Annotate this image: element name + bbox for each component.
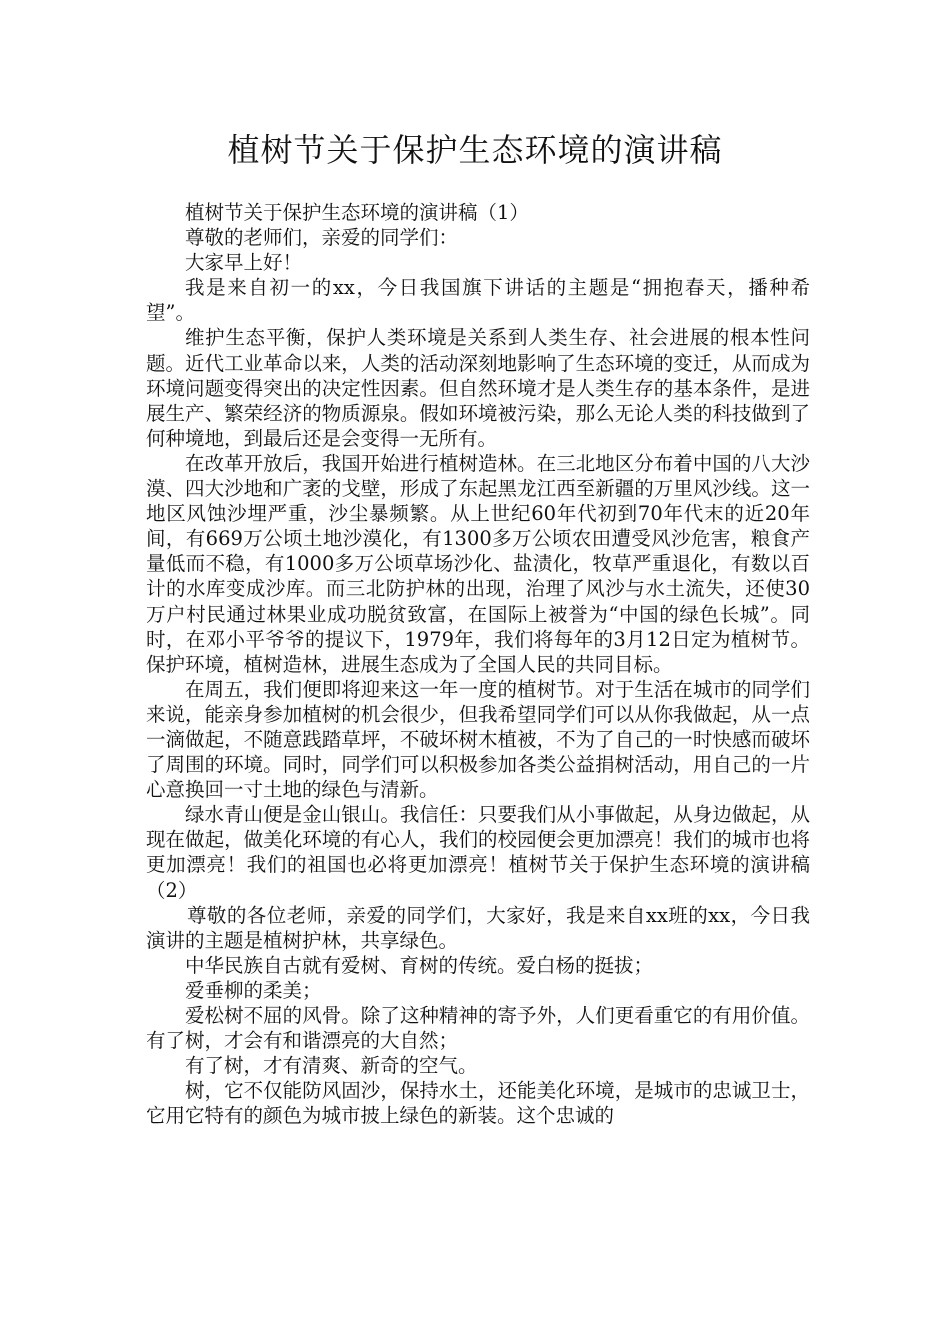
paragraph: 尊敬的老师们，亲爱的同学们： bbox=[185, 226, 459, 250]
document-title: 植树节关于保护生态环境的演讲稿 bbox=[227, 131, 723, 169]
paragraph: 大家早上好！ bbox=[185, 251, 303, 275]
paragraph: 爱松树不屈的风骨。除了这种精神的寄予外，人们更看重它的有用价值。有了树，才会有和谐漂亮的大自然； bbox=[146, 1004, 810, 1053]
paragraph: 尊敬的各位老师，亲爱的同学们，大家好，我是来自xx班的xx，今日我演讲的主题是植树护林，共享绿色。 bbox=[146, 903, 810, 952]
document-body bbox=[146, 200, 810, 1128]
paragraph: 在改革开放后，我国开始进行植树造林。在三北地区分布着中国的八大沙漠、四大沙地和广袤的戈壁，形成了东起黑龙江西至新疆的万里风沙线。这一地区风蚀沙埋严重，沙尘暴频繁。从上世纪60年代初到70年代末的近20年间，有669万公顷土地沙漠化，有1300多万公顷农田遭受风沙危害，粮食产量低而不稳，有1000多万公顷草场沙化、盐渍化，牧草严重退化，有数以百计的水库变成沙库。而三北防护林的出现，治理了风沙与水土流失，还使30万户村民通过林果业成功脱贫致富，在国际上被誉为“中国的绿色长城”。同时，在邓小平爷爷的提议下，1979年，我们将每年的3月12日定为植树节。保护环境，植树造林，进展生态成为了全国人民的共同目标。 bbox=[146, 451, 810, 676]
paragraph: 我是来自初一的xx，今日我国旗下讲话的主题是“拥抱春天，播种希望”。 bbox=[146, 276, 810, 325]
paragraph: 植树节关于保护生态环境的演讲稿（1） bbox=[185, 201, 529, 224]
paragraph: 在周五，我们便即将迎来这一年一度的植树节。对于生活在城市的同学们来说，能亲身参加植树的机会很少，但我希望同学们可以从你我做起，从一点一滴做起，不随意践踏草坪，不破坏树木植被，不为了自己的一时快感而破坏了周围的环境。同时，同学们可以积极参加各类公益捐树活动，用自己的一片心意换回一寸土地的绿色与清新。 bbox=[146, 677, 810, 802]
paragraph: 有了树，才有清爽、新奇的空气。 bbox=[185, 1054, 478, 1078]
paragraph: 树，它不仅能防风固沙，保持水土，还能美化环境，是城市的忠诚卫士，它用它特有的颜色为城市披上绿色的新装。这个忠诚的 bbox=[146, 1079, 810, 1128]
paragraph: 绿水青山便是金山银山。我信任：只要我们从小事做起，从身边做起，从现在做起，做美化环境的有心人，我们的校园便会更加漂亮！我们的城市也将更加漂亮！我们的祖国也必将更加漂亮！植树节关于保护生态环境的演讲稿（2） bbox=[146, 803, 810, 902]
paragraph: 中华民族自古就有爱树、育树的传统。爱白杨的挺拔； bbox=[185, 953, 654, 977]
paragraph: 爱垂柳的柔美； bbox=[185, 978, 322, 1002]
paragraph: 维护生态平衡，保护人类环境是关系到人类生存、社会进展的根本性问题。近代工业革命以来，人类的活动深刻地影响了生态环境的变迁，从而成为环境问题变得突出的决定性因素。但自然环境才是人类生存的基本条件，是进展生产、繁荣经济的物质源泉。假如环境被污染，那么无论人类的科技做到了何种境地，到最后还是会变得一无所有。 bbox=[146, 326, 810, 450]
